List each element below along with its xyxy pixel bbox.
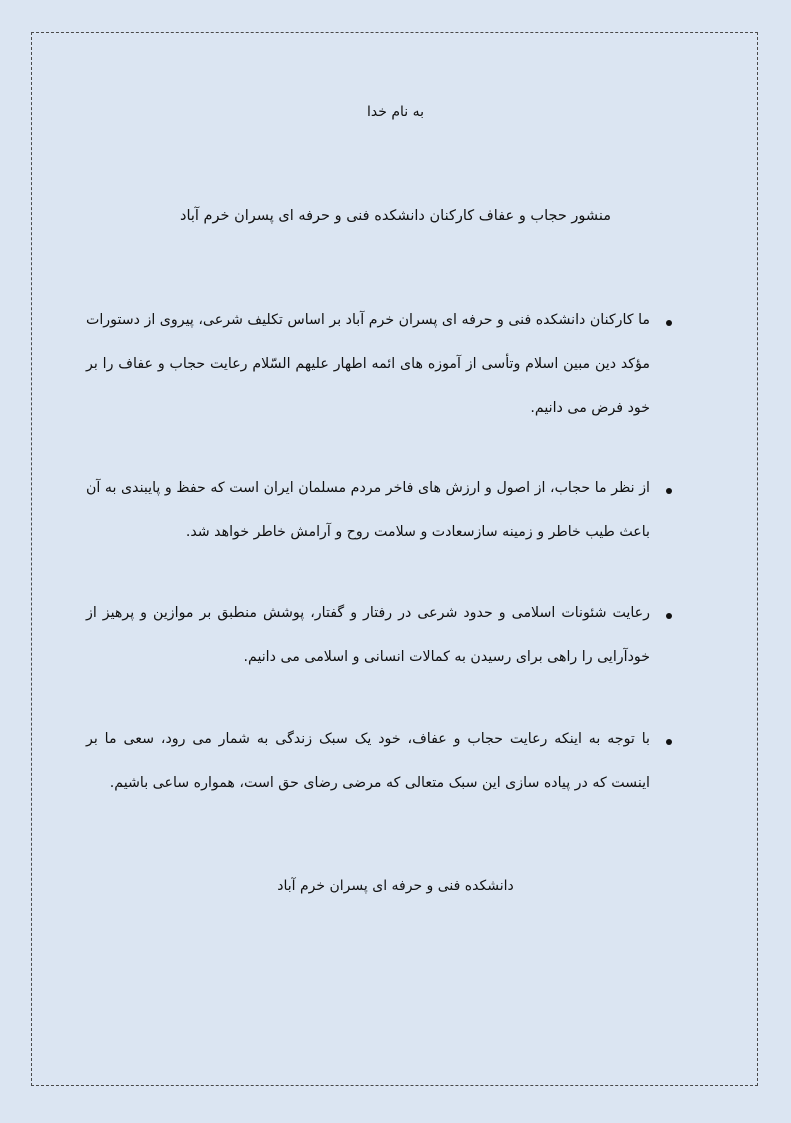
signature-line: دانشکده فنی و حرفه ای پسران خرم آباد: [277, 878, 514, 894]
clause-text: از نظر ما حجاب، از اصول و ارزش های فاخر مردم مسلمان ایران است که حفظ و پایبندی به آن باعث طیب خاطر و زمینه سازسعادت و سلامت روح و آرامش خاطر خواهد شد.: [86, 480, 650, 540]
clause-item-4: [86, 731, 678, 805]
clause-item-2: [86, 480, 678, 554]
clause-text: ما کارکنان دانشکده فنی و حرفه ای پسران خرم آباد بر اساس تکلیف شرعی، پیروی از دستورات مؤکد دین مبین اسلام وتأسی از آموزه های ائمه اطهار علیهم السّلام رعایت حجاب و عفاف را بر خود فرض می دانیم.: [86, 312, 650, 416]
document-title: منشور حجاب و عفاف کارکنان دانشکده فنی و حرفه ای پسران خرم آباد: [179, 208, 612, 224]
page-border: [31, 32, 758, 1086]
bullet-icon: [666, 739, 672, 745]
bullet-icon: [666, 613, 672, 619]
clause-text: با توجه به اینکه رعایت حجاب و عفاف، خود یک سبک زندگی به شمار می رود، سعی ما بر اینست که در پیاده سازی این سبک متعالی که مرضی رضای حق است، همواره ساعی باشیم.: [86, 731, 650, 791]
clause-text: رعایت شئونات اسلامی و حدود شرعی در رفتار و گفتار، پوشش منطبق بر موازین و پرهیز از خودآرایی را راهی برای رسیدن به کمالات انسانی و اسلامی می دانیم.: [86, 605, 650, 665]
bullet-icon: [666, 320, 672, 326]
clause-item-3: [86, 605, 678, 679]
bullet-icon: [666, 488, 672, 494]
basmala-heading: به نام خدا: [366, 104, 425, 120]
clause-item-1: [86, 312, 678, 430]
